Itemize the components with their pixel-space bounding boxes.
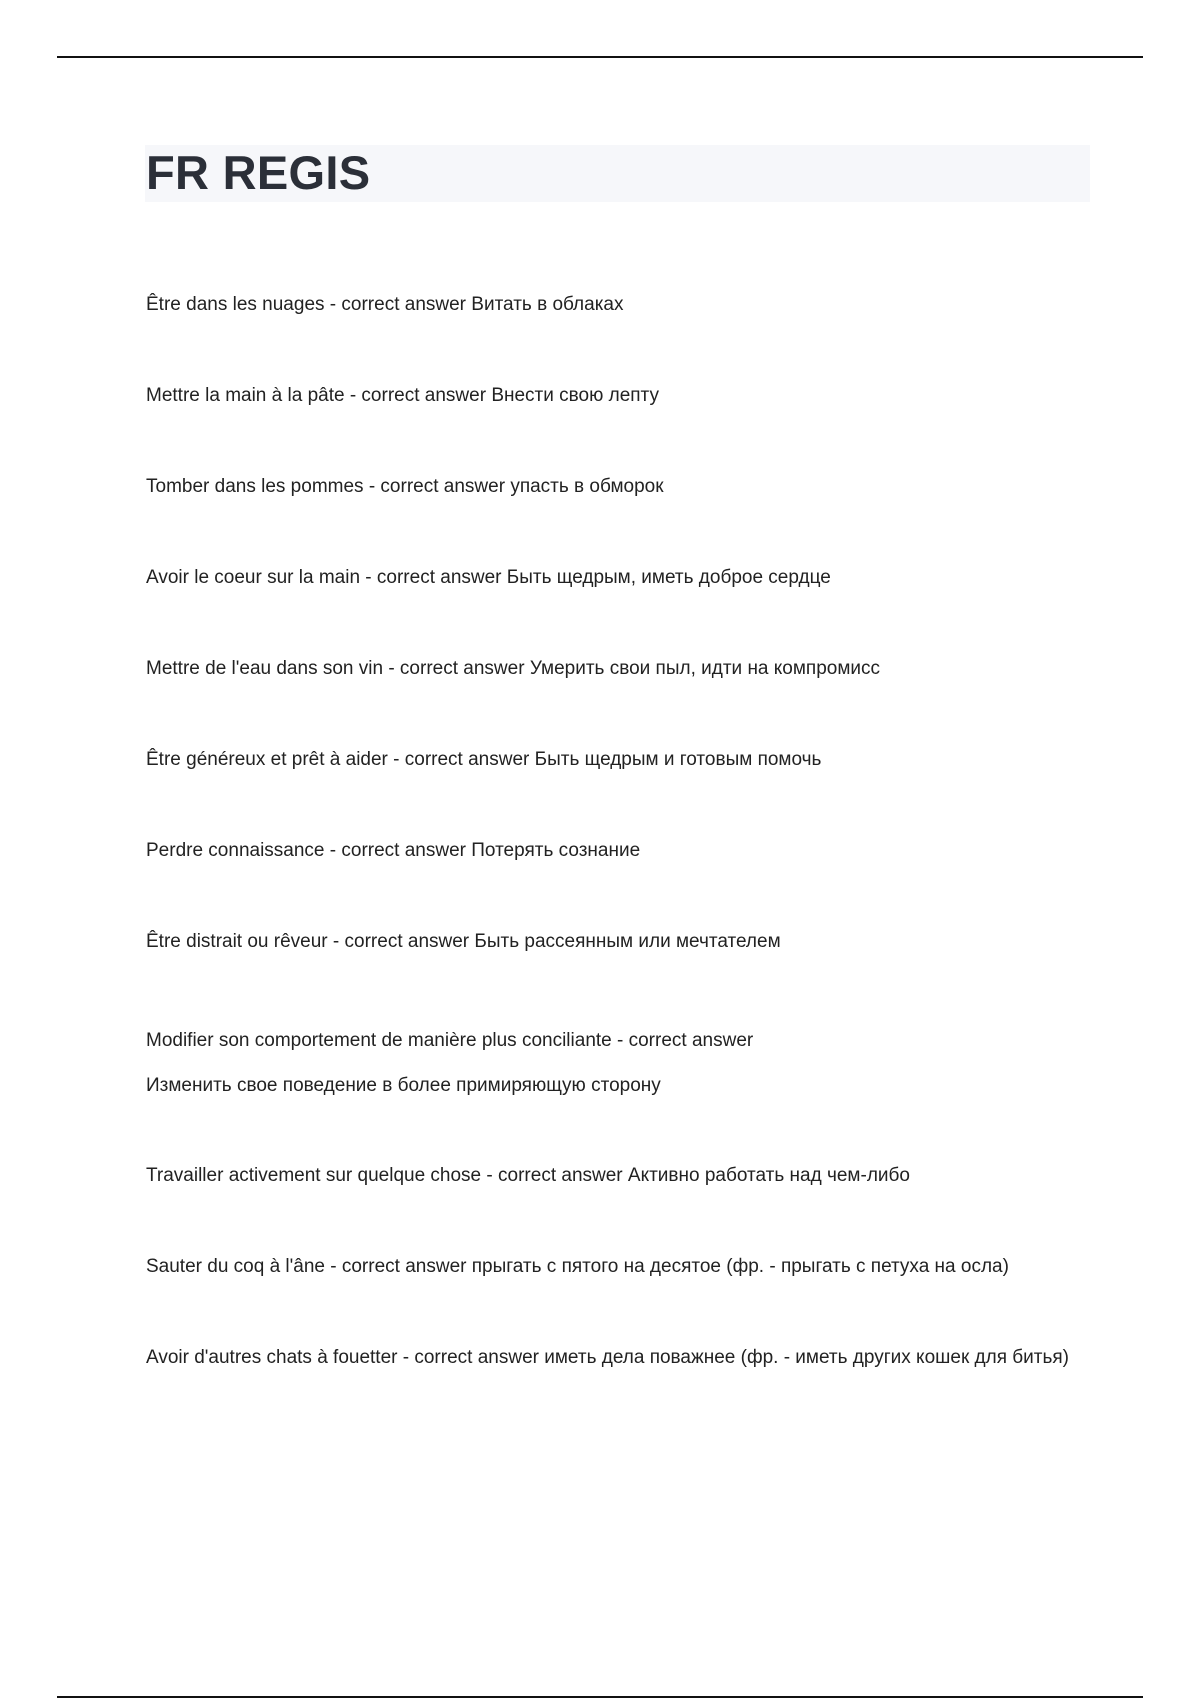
separator-text: - correct answer (363, 476, 511, 497)
question-text: Mettre la main à la pâte (146, 385, 345, 406)
question-text: Avoir le coeur sur la main (146, 567, 361, 588)
separator-text: - correct answer (481, 1165, 628, 1186)
separator-text: - correct answer (324, 294, 472, 315)
answer-text: Быть рассеянным или мечтателем (474, 931, 781, 952)
question-text: Mettre de l'eau dans son vin (146, 658, 384, 679)
bottom-rule (57, 1696, 1143, 1698)
separator-text: - correct answer (327, 931, 475, 952)
qa-item (146, 745, 1076, 775)
qa-item (146, 290, 1076, 320)
document-title: FR REGIS (146, 146, 371, 199)
answer-text: Быть щедрым и готовым помочь (534, 749, 822, 770)
separator-text: - correct answer (344, 385, 492, 406)
qa-item (146, 1252, 1076, 1282)
answer-text: упасть в обморок (510, 476, 664, 497)
question-text: Perdre connaissance (146, 840, 325, 861)
question-text: Travailler activement sur quelque chose (146, 1165, 482, 1186)
answer-text: Быть щедрым, иметь доброе сердце (506, 567, 831, 588)
qa-item (146, 381, 1076, 411)
qa-item (146, 563, 1076, 593)
qa-item (146, 1343, 1076, 1373)
qa-list (146, 290, 1076, 1434)
answer-text: Изменить свое поведение в более примиряющую сторону (146, 1075, 661, 1096)
separator-text: - correct answer (387, 749, 535, 770)
question-text: Modifier son comportement de manière plus conciliante (146, 1030, 612, 1051)
separator-text: - correct answer (397, 1347, 545, 1368)
answer-text: иметь дела поважнее (фр. - иметь других кошек для битья) (544, 1347, 1070, 1368)
separator-text: - correct answer (360, 567, 507, 588)
separator-text: - correct answer (324, 840, 472, 861)
question-text: Avoir d'autres chats à fouetter (146, 1347, 398, 1368)
qa-item (146, 1161, 1076, 1191)
top-rule (57, 56, 1143, 58)
separator-text: - correct answer (383, 658, 530, 679)
answer-text: Потерять сознание (471, 840, 641, 861)
question-text: Être dans les nuages (146, 294, 325, 315)
qa-item (146, 927, 1076, 957)
question-text: Être distrait ou rêveur (146, 931, 328, 952)
answer-text: Активно работать над чем-либо (627, 1165, 910, 1186)
answer-text: Умерить свои пыл, идти на компромисс (529, 658, 881, 679)
answer-text: Витать в облаках (471, 294, 624, 315)
separator-text: - correct answer (611, 1030, 754, 1051)
answer-text: прыгать с пятого на десятое (фр. - прыгать с петуха на осла) (471, 1256, 1009, 1277)
qa-item (146, 654, 1076, 684)
question-text: Tomber dans les pommes (146, 476, 364, 497)
question-text: Sauter du coq à l'âne (146, 1256, 325, 1277)
qa-item (146, 836, 1076, 866)
qa-item (146, 1018, 1076, 1108)
answer-text: Внести свою лепту (491, 385, 659, 406)
question-text: Être généreux et prêt à aider (146, 749, 388, 770)
separator-text: - correct answer (324, 1256, 472, 1277)
qa-item (146, 472, 1076, 502)
